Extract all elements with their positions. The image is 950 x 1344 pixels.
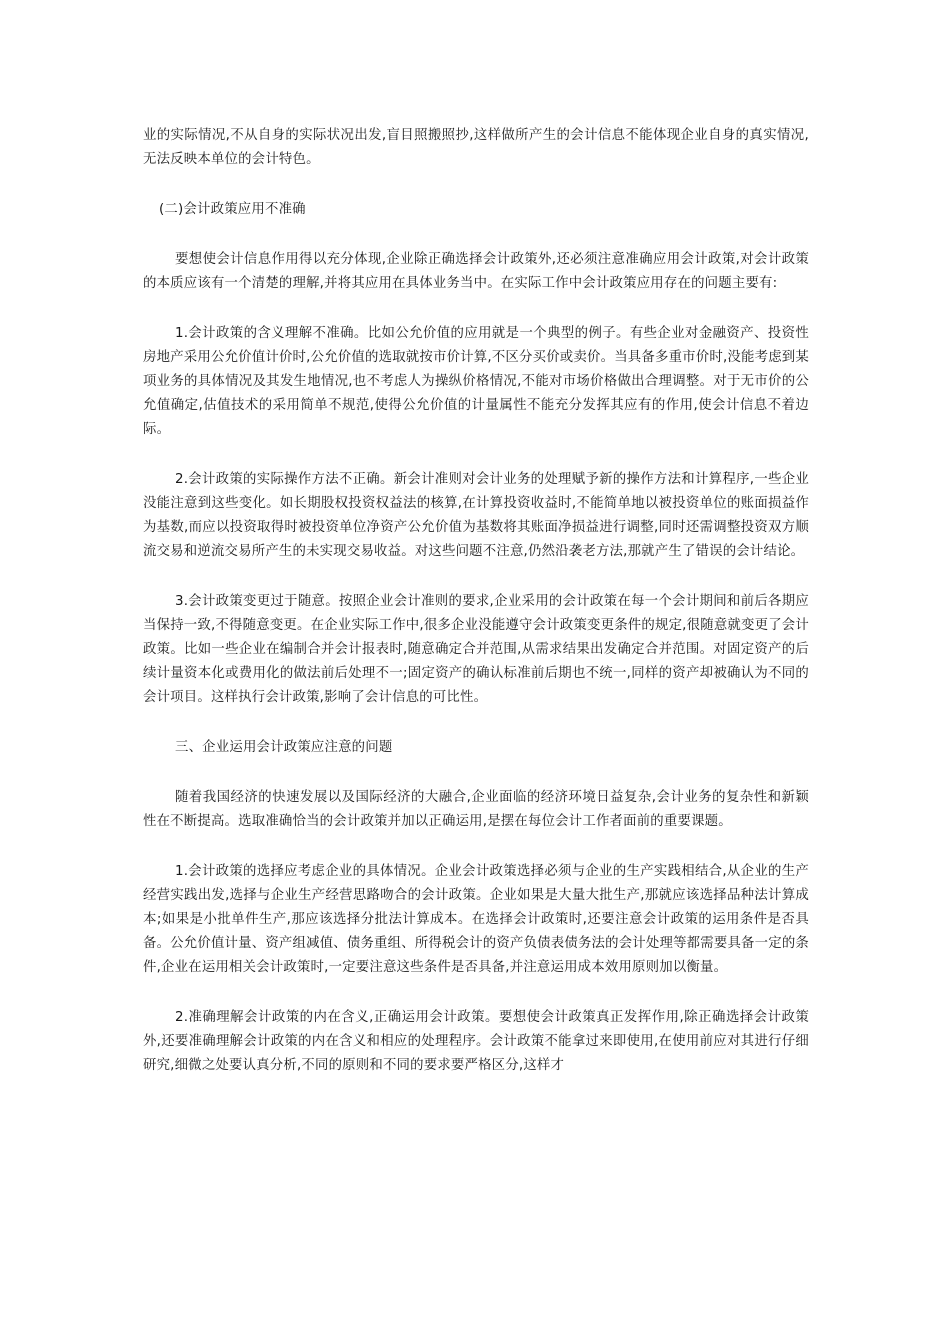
paragraph: 2.准确理解会计政策的内在含义,正确运用会计政策。要想使会计政策真正发挥作用,除正确选择会计政策外,还要准确理解会计政策的内在含义和相应的处理程序。会计政策不能拿过来即使用,在使用前应对其进行仔细研究,细微之处要认真分析,不同的原则和不同的要求要严格区分,这样才 — [143, 1010, 809, 1073]
paragraph-spacer — [143, 980, 809, 1006]
paragraph-spacer — [143, 834, 809, 860]
section-heading: 三、企业运用会计政策应注意的问题 — [175, 740, 393, 755]
section-heading: (二)会计政策应用不准确 — [159, 202, 306, 217]
paragraph: 3.会计政策变更过于随意。按照企业会计准则的要求,企业采用的会计政策在每一个会计期间和前后各期应当保持一致,不得随意变更。在企业实际工作中,很多企业没能遵守会计政策变更条件的规定,很随意就变更了会计政策。比如一些企业在编制合并会计报表时,随意确定合并范围,从需求结果出发确定合并范围。对固定资产的后续计量资本化或费用化的做法前后处理不一;固定资产的确认标准前后期也不统一,同样的资产却被确认为不同的会计项目。这样执行会计政策,影响了会计信息的可比性。 — [143, 594, 809, 705]
paragraph: 2.会计政策的实际操作方法不正确。新会计准则对会计业务的处理赋予新的操作方法和计算程序,一些企业没能注意到这些变化。如长期股权投资权益法的核算,在计算投资收益时,不能简单地以被投资单位的账面损益作为基数,而应以投资取得时被投资单位净资产公允价值为基数将其账面净损益进行调整,同时还需调整投资双方顺流交易和逆流交易所产生的未实现交易收益。对这些问题不注意,仍然沿袭老方法,那就产生了错误的会计结论。 — [143, 472, 809, 559]
paragraph: 1.会计政策的含义理解不准确。比如公允价值的应用就是一个典型的例子。有些企业对金融资产、投资性房地产采用公允价值计价时,公允价值的选取就按市价计算,不区分买价或卖价。当具备多重市价时,没能考虑到某项业务的具体情况及其发生地情况,也不考虑人为操纵价格情况,不能对市场价格做出合理调整。对于无市价的公允值确定,估值技术的采用简单不规范,使得公允价值的计量属性不能充分发挥其应有的作用,使会计信息不着边际。 — [143, 326, 809, 437]
paragraph: 要想使会计信息作用得以充分体现,企业除正确选择会计政策外,还必须注意准确应用会计政策,对会计政策的本质应该有一个清楚的理解,并将其应用在具体业务当中。在实际工作中会计政策应用存在的问题主要有: — [143, 252, 809, 291]
document-body — [143, 124, 809, 1078]
paragraph-spacer — [143, 442, 809, 468]
paragraph-spacer — [143, 710, 809, 736]
paragraph: 随着我国经济的快速发展以及国际经济的大融合,企业面临的经济环境日益复杂,会计业务的复杂性和新颖性在不断提高。选取准确恰当的会计政策并加以正确运用,是摆在每位会计工作者面前的重要课题。 — [143, 790, 809, 829]
paragraph-spacer — [143, 172, 809, 198]
paragraph-spacer — [143, 296, 809, 322]
paragraph-spacer — [143, 760, 809, 786]
paragraph-continued: 业的实际情况,不从自身的实际状况出发,盲目照搬照抄,这样做所产生的会计信息不能体现企业自身的真实情况,无法反映本单位的会计特色。 — [143, 128, 809, 167]
paragraph-spacer — [143, 222, 809, 248]
paragraph-spacer — [143, 564, 809, 590]
paragraph: 1.会计政策的选择应考虑企业的具体情况。企业会计政策选择必须与企业的生产实践相结合,从企业的生产经营实践出发,选择与企业生产经营思路吻合的会计政策。企业如果是大量大批生产,那就应该选择品种法计算成本;如果是小批单件生产,那应该选择分批法计算成本。在选择会计政策时,还要注意会计政策的运用条件是否具备。公允价值计量、资产组减值、债务重组、所得税会计的资产负债表债务法的会计处理等都需要具备一定的条件,企业在运用相关会计政策时,一定要注意这些条件是否具备,并注意运用成本效用原则加以衡量。 — [143, 864, 809, 975]
